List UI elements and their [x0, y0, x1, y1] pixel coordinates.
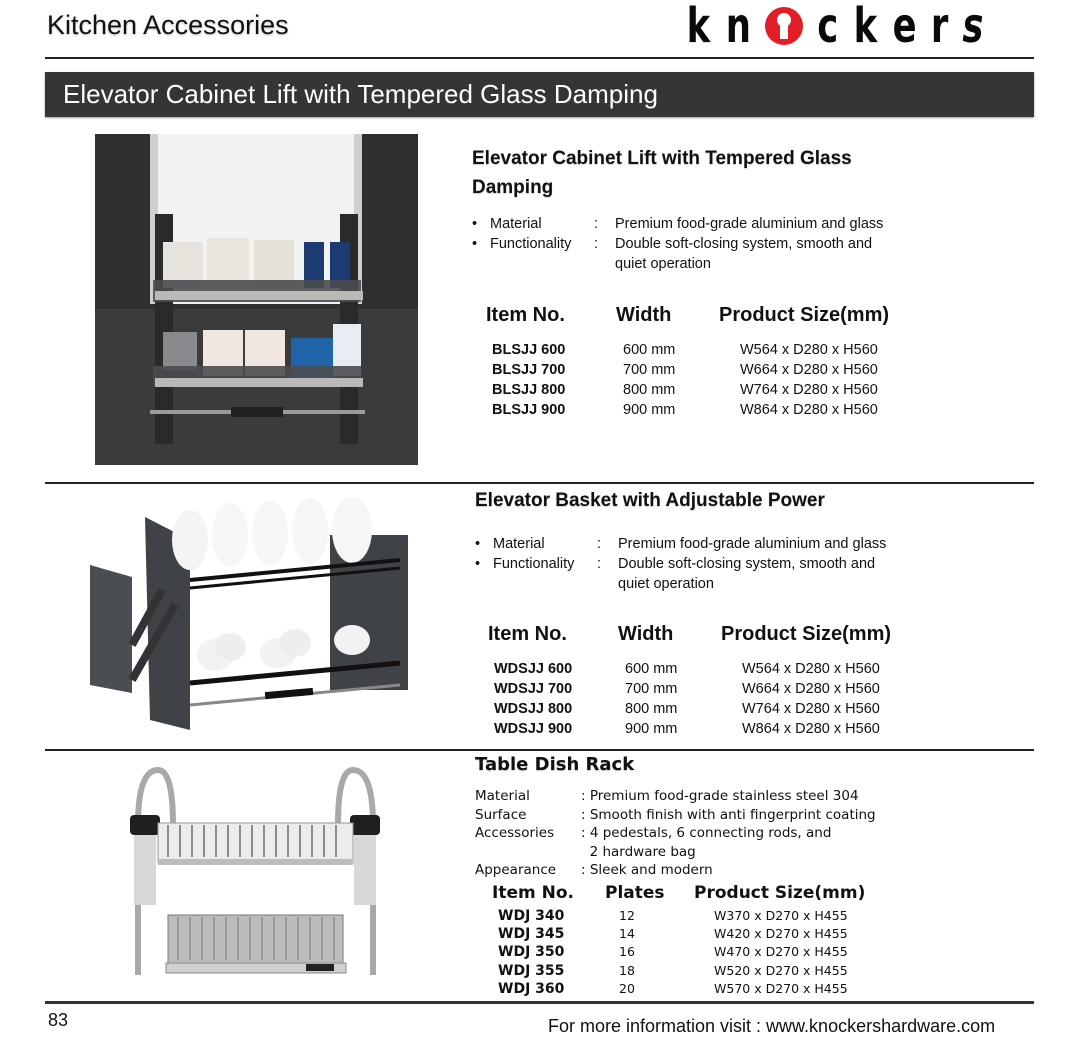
logo-letter: k [853, 0, 878, 54]
product-size-table [486, 301, 889, 420]
spec-row-material [472, 214, 932, 234]
page-number: 83 [48, 1010, 69, 1030]
table-row: WDJ 340 12 W370 x D270 x H455 [498, 908, 848, 924]
spec-value: quiet operation [615, 256, 711, 272]
spec-row-accessories [475, 824, 876, 843]
product-size-table [488, 620, 891, 739]
footer-website-text: For more information visit : www.knockershardware.com [548, 1016, 996, 1036]
spec-label: Functionality [493, 556, 575, 572]
bullet-icon: • [472, 236, 478, 252]
spec-colon: : [597, 536, 602, 552]
spec-colon: : [594, 216, 599, 232]
keyhole-icon [765, 7, 803, 45]
bullet-icon: • [472, 216, 478, 232]
spec-row-surface [475, 806, 876, 825]
table-header [492, 881, 865, 905]
section-divider [45, 482, 1034, 484]
logo-letter: n [725, 0, 751, 54]
spec-row-material [475, 787, 876, 806]
column-header: Plates [605, 883, 665, 903]
table-row: BLSJJ 900 900 mm W864 x D280 x H560 [492, 402, 878, 418]
spec-colon: : [597, 556, 602, 572]
brand-logo [684, 0, 986, 54]
bullet-icon: • [475, 536, 481, 552]
category-banner: Elevator Cabinet Lift with Tempered Glass Damping [45, 72, 1034, 117]
logo-letter: c [817, 0, 839, 54]
spec-colon: : [594, 236, 599, 252]
spec-value: : 4 pedestals, 6 connecting rods, and [581, 825, 832, 841]
logo-letter: r [930, 0, 949, 54]
spec-value: : Sleek and modern [581, 862, 713, 878]
spec-value: Double soft-closing system, smooth and [615, 236, 873, 252]
spec-row-appearance [475, 861, 876, 880]
table-row: WDSJJ 800 800 mm W764 x D280 x H560 [494, 701, 880, 717]
table-row: BLSJJ 800 800 mm W764 x D280 x H560 [492, 382, 878, 398]
product-specs [475, 787, 876, 880]
logo-letter: e [892, 0, 917, 54]
elevator-cabinet-lift-photo [95, 134, 418, 465]
table-header [486, 301, 889, 329]
column-header: Product Size(mm) [721, 623, 892, 645]
spec-row-material [475, 534, 935, 554]
spec-label: Material [493, 536, 545, 552]
spec-value: 2 hardware bag [581, 843, 696, 860]
spec-value: : Premium food-grade stainless steel 304 [581, 788, 859, 804]
product-specs [472, 214, 932, 274]
spec-value: Double soft-closing system, smooth and [618, 556, 876, 572]
spec-value: Premium food-grade aluminium and glass [618, 536, 887, 552]
spec-row-functionality [475, 554, 935, 574]
column-header: Item No. [492, 883, 574, 903]
elevator-basket-photo [90, 495, 410, 730]
table-row: WDSJJ 600 600 mm W564 x D280 x H560 [494, 661, 880, 677]
table-row: WDJ 360 20 W570 x D270 x H455 [498, 980, 848, 997]
spec-row-continuation [472, 254, 932, 274]
product-size-table [492, 881, 865, 998]
product-title: Elevator Basket with Adjustable Power [475, 490, 825, 511]
product-specs [475, 534, 935, 594]
footer-divider [45, 1001, 1034, 1004]
product-title: Table Dish Rack [475, 754, 635, 775]
spec-row-continuation [475, 843, 876, 862]
spec-label: Surface [475, 806, 527, 823]
table-row: BLSJJ 700 700 mm W664 x D280 x H560 [492, 362, 878, 378]
table-row: BLSJJ 600 600 mm W564 x D280 x H560 [492, 342, 878, 358]
spec-value: quiet operation [618, 576, 714, 592]
table-row: WDSJJ 700 700 mm W664 x D280 x H560 [494, 681, 880, 697]
spec-label: Appearance [475, 862, 557, 878]
column-header: Width [616, 304, 672, 326]
spec-row-continuation [475, 574, 935, 594]
section-title: Kitchen Accessories [47, 10, 289, 40]
spec-label: Accessories [475, 825, 555, 841]
column-header: Width [618, 623, 674, 645]
logo-letter: s [962, 0, 984, 54]
column-header: Item No. [486, 304, 565, 326]
spec-label: Material [475, 788, 530, 804]
spec-label: Functionality [490, 236, 572, 252]
product-title: Elevator Cabinet Lift with Tempered Glass Damping [472, 148, 852, 198]
column-header: Product Size(mm) [694, 883, 866, 903]
column-header: Item No. [488, 623, 567, 645]
table-row: WDSJJ 900 900 mm W864 x D280 x H560 [494, 721, 880, 737]
spec-value: : Smooth finish with anti fingerprint coating [581, 806, 876, 823]
table-row: WDJ 355 18 W520 x D270 x H455 [498, 962, 848, 979]
spec-row-functionality [472, 234, 932, 254]
bullet-icon: • [475, 556, 481, 572]
table-dish-rack-photo [128, 765, 383, 985]
spec-value: Premium food-grade aluminium and glass [615, 216, 884, 232]
table-header [488, 620, 891, 648]
header-divider [45, 57, 1034, 59]
table-row: WDJ 350 16 W470 x D270 x H455 [498, 944, 848, 961]
spec-label: Material [490, 216, 542, 232]
table-row: WDJ 345 14 W420 x D270 x H455 [498, 926, 848, 943]
column-header: Product Size(mm) [719, 304, 890, 326]
logo-letter: k [686, 0, 711, 54]
